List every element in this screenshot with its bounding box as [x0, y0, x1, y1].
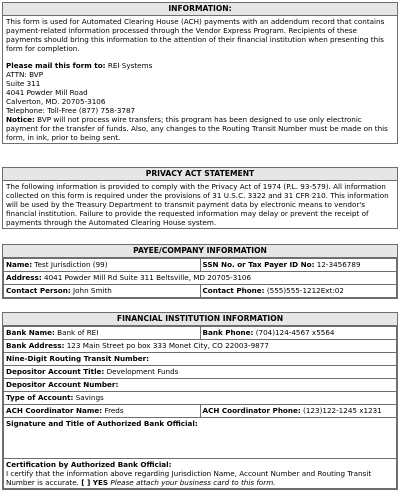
ach-phone-label: ACH Coordinator Phone:: [202, 406, 301, 415]
signature-label: Signature and Title of Authorized Bank Official:: [6, 419, 198, 428]
contact-phone-value: (555)555-1212Ext:02: [266, 286, 344, 295]
routing-number-label: Nine-Digit Routing Transit Number:: [6, 354, 150, 363]
contact-person-cell: [4, 285, 201, 298]
table-row: [4, 418, 397, 459]
bank-name-label: Bank Name:: [6, 328, 55, 337]
table-row: [4, 353, 397, 366]
bank-phone-cell: [200, 327, 397, 340]
certification-checkbox[interactable]: [ ] YES: [81, 478, 109, 487]
notice-text: [6, 115, 394, 142]
address-line-city: Calverton, MD. 20705-3106: [6, 97, 106, 106]
ach-name-label: ACH Coordinator Name:: [6, 406, 103, 415]
mail-to-value: REI Systems: [107, 61, 153, 70]
table-row: [4, 379, 397, 392]
account-title-value: Development Funds: [106, 367, 179, 376]
privacy-header: PRIVACY ACT STATEMENT: [3, 168, 397, 181]
ach-phone-cell: [200, 405, 397, 418]
contact-phone-label: Contact Phone:: [202, 286, 265, 295]
bank-address-label: Bank Address:: [6, 341, 65, 350]
table-row: [4, 392, 397, 405]
table-row: [4, 405, 397, 418]
notice-label: Notice:: [6, 115, 35, 124]
address-line-street: 4041 Powder Mill Road: [6, 88, 88, 97]
account-title-label: Depositor Account Title:: [6, 367, 105, 376]
table-row: [4, 366, 397, 379]
mail-to-line: [6, 61, 394, 70]
table-row: [4, 340, 397, 353]
account-type-cell: [4, 392, 397, 405]
information-intro: This form is used for Automated Clearing House (ACH) payments with an addendum record that contains payment-related information processed through the Vendor Express Program. Recipients of these payments should bring this information to the attention of their financial institution when presenting this form for completion.: [6, 17, 385, 53]
payee-name-label: Name:: [6, 260, 33, 269]
routing-number-cell: [4, 353, 397, 366]
payee-section: [2, 244, 398, 299]
address-line-suite: Suite 311: [6, 79, 41, 88]
payee-address-label: Address:: [6, 273, 42, 282]
payee-name-value: Test Jurisdiction (99): [34, 260, 108, 269]
account-type-value: Savings: [75, 393, 104, 402]
table-row: [4, 459, 397, 489]
certification-label: Certification by Authorized Bank Official:: [6, 460, 172, 469]
address-line-attn: ATTN: BVP: [6, 70, 44, 79]
bank-phone-label: Bank Phone:: [202, 328, 254, 337]
signature-cell: [4, 418, 397, 459]
bank-address-value: 123 Main Street po box 333 Monet City, CO 22003-9877: [66, 341, 269, 350]
table-row: [4, 259, 397, 272]
ach-name-value: Freds: [104, 406, 124, 415]
mail-to-label: Please mail this form to:: [6, 61, 106, 70]
payee-name-cell: [4, 259, 201, 272]
certification-note: Please attach your business card to this form.: [110, 478, 276, 487]
payee-header: PAYEE/COMPANY INFORMATION: [3, 245, 397, 258]
information-section: [2, 2, 398, 144]
certification-text: I certify that the information above regarding Jurisdiction Name, Account Number and Routing Transit Number is accurate.: [6, 469, 372, 487]
notice-body: BVP will not process wire transfers; this program has been designed to use only electronic payment for the transfer of funds. Also, any changes to the Routing Transit Number must be made on this form, in ink, prior to being sent.: [6, 115, 388, 142]
payee-address-cell: [4, 272, 397, 285]
bank-header: FINANCIAL INSTITUTION INFORMATION: [3, 313, 397, 326]
certification-cell: [4, 459, 397, 489]
payee-address-value: 4041 Powder Mill Rd Suite 311 Beltsville, MD 20705-3106: [44, 273, 252, 282]
tax-id-value: 12-3456789: [316, 260, 361, 269]
bank-table: [3, 326, 397, 489]
privacy-section: [2, 167, 398, 229]
ach-phone-value: (123)122-1245 x1231: [303, 406, 382, 415]
table-row: [4, 327, 397, 340]
contact-person-value: John Smith: [73, 286, 112, 295]
contact-phone-cell: [200, 285, 397, 298]
account-number-cell: [4, 379, 397, 392]
account-type-label: Type of Account:: [6, 393, 74, 402]
ach-name-cell: [4, 405, 201, 418]
tax-id-label: SSN No. or Tax Payer ID No:: [202, 260, 315, 269]
table-row: [4, 285, 397, 298]
address-line-telephone: Telephone: Toll-Free (877) 758-3787: [6, 106, 136, 115]
contact-person-label: Contact Person:: [6, 286, 71, 295]
payee-table: [3, 258, 397, 298]
tax-id-cell: [200, 259, 397, 272]
table-row: [4, 272, 397, 285]
bank-name-value: Bank of REI: [57, 328, 99, 337]
bank-address-cell: [4, 340, 397, 353]
bank-phone-value: (704)124-4567 x5564: [255, 328, 335, 337]
bank-section: [2, 312, 398, 490]
account-number-label: Depositor Account Number:: [6, 380, 119, 389]
privacy-text: The following information is provided to comply with the Privacy Act of 1974 (P.L. 93-579). All information collected on this form is required under the provisions of 31 U.S.C. 3322 and 31 CFR 210. This information will be used by the Treasury Department to transmit payment data by electronic means to vendor's financial institution. Failure to provide the requested information may delay or prevent the receipt of payments through the Automated Clearing House system.: [6, 182, 389, 227]
account-title-cell: [4, 366, 397, 379]
bank-name-cell: [4, 327, 201, 340]
information-header: INFORMATION:: [3, 3, 397, 16]
